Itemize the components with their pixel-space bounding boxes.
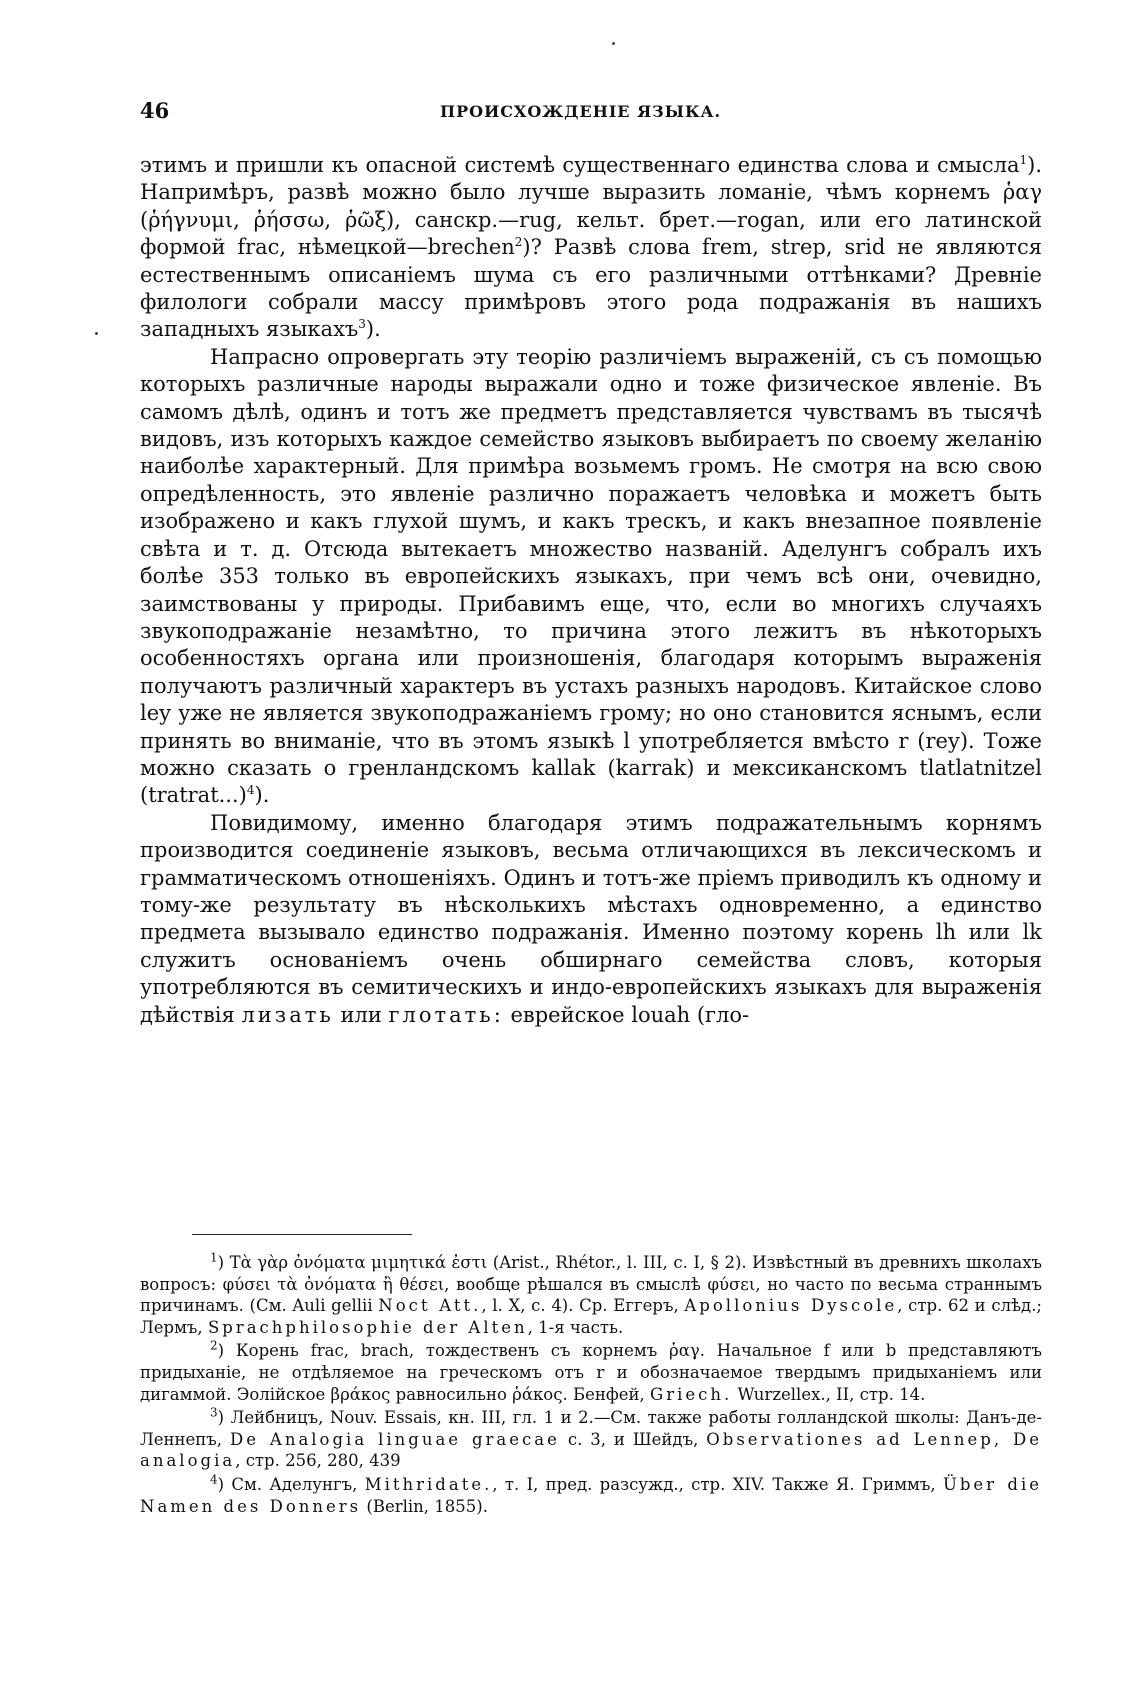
text-segment: , стр. 62 и слѣд.; Лермъ, — [140, 1296, 1042, 1337]
footnote-marker: 4 — [210, 1472, 218, 1487]
paragraph-1 — [140, 152, 1042, 344]
footnote-marker: 2 — [210, 1338, 218, 1353]
emphasis-title: Noct Att. — [378, 1296, 482, 1316]
text-segment: , 1-я часть. — [527, 1317, 624, 1337]
text-segment: , т. I, пред. разсужд., стр. XIV. Также Я. Гриммъ, — [492, 1474, 936, 1494]
paragraph-2 — [140, 344, 1042, 810]
print-speck — [612, 42, 615, 45]
footnote-1 — [140, 1252, 1042, 1338]
page-header — [140, 98, 1040, 128]
text-segment: , стр. 256, 280, 439 — [235, 1451, 401, 1471]
print-speck — [95, 332, 98, 335]
emphasis-word: лизать — [241, 1002, 334, 1027]
footnote-marker: 1 — [210, 1250, 218, 1265]
text-segment: c. 3, и Шейдъ, — [567, 1429, 699, 1449]
emphasis-title: Observationes ad Lennep, De analogia — [140, 1429, 1043, 1471]
footnote-marker: 3 — [210, 1405, 218, 1420]
footnote-2 — [140, 1340, 1042, 1405]
running-title: ПРОИСХОЖДЕНІЕ ЯЗЫКА. — [440, 102, 722, 121]
text-segment: ). — [365, 317, 381, 342]
text-segment: Напрасно опровергать эту теорію различіемъ выраженій, съ съ помощью которыхъ различные народы выражали одно и тоже физическое явленіе. Въ самомъ дѣлѣ, одинъ и тотъ же предметъ представляется чувствамъ въ тысячѣ видовъ, изъ которыхъ каждое семейство языковъ выбираетъ по своему желанію наиболѣе характерный. Для примѣра возьмемъ громъ. Не смотря на всю свою опредѣленность, это явленіе различно поражаетъ человѣка и можетъ быть изображено и какъ глухой шумъ, и какъ трескъ, и какъ внезапное появленіе свѣта и т. д. Отсюда вытекаетъ множество названій. Аделунгъ собралъ ихъ болѣе 353 только въ европейскихъ языкахъ, при чемъ всѣ они, очевидно, заимствованы у природы. Прибавимъ еще, что, если во многихъ случаяхъ звукоподражаніе незамѣтно, то причина этого лежитъ въ нѣкоторыхъ особенностяхъ органа или произношенія, благодаря которымъ выраженія получаютъ различный характеръ въ устахъ разныхъ народовъ. Китайское слово ley уже не является звукоподражаніемъ грому; но оно становится яснымъ, если принять во вниманіе, что въ этомъ языкѣ l употребляется вмѣсто r (rey). Тоже можно сказать о гренландскомъ kallak (karrak) и мексиканскомъ tlatlatnitzel (tratrat...) — [140, 344, 1042, 808]
main-text — [140, 152, 1042, 1029]
footnote-ref-3: 3 — [358, 317, 366, 332]
text-segment: Wurzellex., II, стр. 14. — [737, 1384, 926, 1404]
emphasis-title: De Analogia linguae graecae — [229, 1429, 560, 1449]
text-segment: )? Развѣ слова frem, strep, srid не являются естественнымъ описаніемъ шума съ его различными оттѣнками? Древніе филологи собрали массу примѣровъ этого рода подражанія въ нашихъ западныхъ языкахъ — [140, 235, 1042, 342]
text-segment: ) Τὰ γὰρ ὀνόματα μιμητικά ἐστι (Arist., Rhétor., l. III, c. I, § 2). Извѣстный въ древнихъ школахъ вопросъ: φύσει τὰ ὀνόματα ἢ θέσει, вообще рѣшался въ смыслѣ φύσει, но часто по весьма страннымъ причинамъ. (См. Auli gellii — [140, 1253, 1042, 1316]
text-segment: этимъ и пришли къ опасной системѣ существеннаго единства слова и смысла — [140, 153, 1020, 177]
text-segment: еврейское louah (гло- — [510, 1002, 750, 1027]
emphasis-title: Über die Namen des Donners — [140, 1474, 1042, 1516]
text-segment: ) Корень frac, brach, тождественъ съ корнемъ ῥαγ. Начальное f или b представляютъ придыханіе, не отдѣляемое на греческомъ отъ r и обозначаемое твердымъ придыханіемъ или дигаммой. Эолійское βράκος равносильно ῥάκος. Бенфей, — [140, 1341, 1042, 1404]
text-segment: ). Напримѣръ, развѣ можно было лучше выразить ломаніе, чѣмъ корнемъ ῥαγ (ῥήγνυμι, ῥήσσω, ῥῶξ), санскр.—rug, кельт. брет.—rogan, или его латинской формой frac, нѣмецкой—brechen — [140, 153, 1042, 260]
footnotes — [140, 1252, 1042, 1519]
emphasis-title: Sprachphilosophie der Alten — [207, 1317, 528, 1337]
text-segment: Повидимому, именно благодаря этимъ подражательнымъ корнямъ производится соединеніе языковъ, весьма отличающихся въ лексическомъ и грамматическомъ отношеніяхъ. Одинъ и тотъ-же пріемъ приводилъ къ одному и тому-же результату въ нѣсколькихъ мѣстахъ одновременно, а единство предмета вызывало единство подражанія. Именно поэтому корень lh или lk служитъ основаніемъ очень обширнаго семейства словъ, которыя употребляются въ семитическихъ и индо-европейскихъ языкахъ для выраженія дѣйствія — [140, 810, 1042, 1027]
emphasis-title: Apollonius Dyscole — [684, 1296, 898, 1316]
emphasis-title: Griech. — [650, 1384, 733, 1404]
text-segment: ) Лейбницъ, Nouv. Essais, кн. III, гл. 1 и 2.—См. также работы голландской школы: Данъ-де-Леннепъ, — [140, 1408, 1042, 1449]
page-number: 46 — [140, 98, 170, 123]
emphasis-title: Mithridate. — [364, 1474, 493, 1494]
paragraph-3 — [140, 810, 1042, 1029]
footnote-ref-1: 1 — [1019, 153, 1028, 167]
footnote-ref-2: 2 — [514, 235, 523, 250]
footnote-divider — [192, 1234, 412, 1235]
text-segment: ). — [254, 783, 270, 808]
text-segment: (Berlin, 1855). — [366, 1496, 488, 1516]
footnote-4 — [140, 1474, 1042, 1517]
text-segment: ) См. Аделунгъ, — [217, 1474, 358, 1494]
text-segment: или — [340, 1002, 382, 1027]
text-segment: , l. X, c. 4). Ср. Еггеръ, — [481, 1296, 679, 1316]
footnote-3 — [140, 1407, 1042, 1472]
emphasis-word: глотать: — [388, 1002, 504, 1027]
footnote-ref-4: 4 — [246, 783, 255, 798]
